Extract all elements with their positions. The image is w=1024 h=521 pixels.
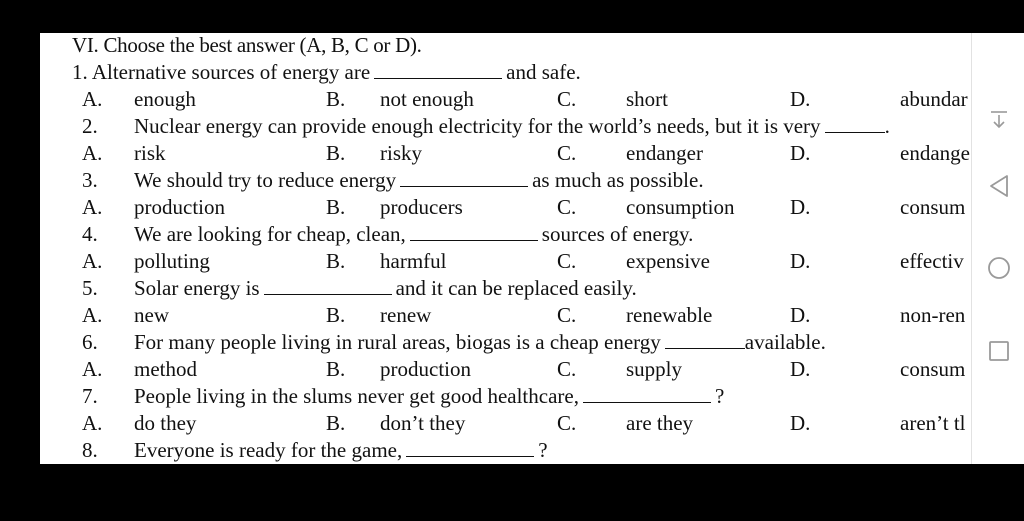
option-letter: A. <box>82 195 103 219</box>
navigation-bar <box>971 33 1024 464</box>
option-text[interactable]: consum <box>900 357 966 381</box>
option-text[interactable]: harmful <box>380 249 447 273</box>
option-letter: C. <box>557 303 577 327</box>
option-text[interactable]: aren’t tl <box>900 411 966 435</box>
question-text <box>134 221 693 248</box>
question-number: 3. <box>82 168 98 192</box>
option-letter: B. <box>326 249 346 273</box>
question-line <box>40 329 971 356</box>
question-number: 5. <box>82 276 98 300</box>
question-number: 2. <box>82 114 98 138</box>
question-stem: People living in the slums never get good healthcare, <box>134 384 579 408</box>
scroll-down-icon[interactable] <box>972 103 1024 135</box>
option-text[interactable]: not enough <box>380 87 474 111</box>
answer-blank <box>406 437 534 457</box>
question-line <box>40 221 971 248</box>
question-stem-end: and safe. <box>506 60 581 84</box>
option-letter: A. <box>82 357 103 381</box>
question-number: 8. <box>82 438 98 462</box>
option-text[interactable]: don’t they <box>380 411 466 435</box>
question-line <box>40 113 971 140</box>
option-text[interactable]: production <box>134 195 225 219</box>
question-stem: Solar energy is <box>134 276 260 300</box>
options-line <box>40 86 971 113</box>
option-letter: B. <box>326 141 346 165</box>
option-text[interactable]: abundar <box>900 87 968 111</box>
back-icon[interactable] <box>972 170 1024 202</box>
section-heading: VI. Choose the best answer (A, B, C or D). <box>72 33 422 57</box>
option-letter: C. <box>557 357 577 381</box>
answer-blank <box>264 275 392 295</box>
question-number: 7. <box>82 384 98 408</box>
question-stem-end: as much as possible. <box>532 168 704 192</box>
option-text[interactable]: consumption <box>626 195 735 219</box>
option-text[interactable]: endange <box>900 141 970 165</box>
option-letter: C. <box>557 195 577 219</box>
question-stem-end: ? <box>538 438 548 462</box>
option-letter: C. <box>557 141 577 165</box>
question-stem: Everyone is ready for the game, <box>134 438 403 462</box>
option-text[interactable]: method <box>134 357 197 381</box>
question-line <box>40 59 971 86</box>
option-letter: D. <box>790 141 811 165</box>
option-text[interactable]: renewable <box>626 303 713 327</box>
question-number: 1. <box>72 60 88 84</box>
answer-blank <box>583 383 711 403</box>
option-letter: C. <box>557 411 577 435</box>
option-letter: A. <box>82 249 103 273</box>
option-text[interactable]: do they <box>134 411 197 435</box>
option-letter: B. <box>326 411 346 435</box>
option-letter: A. <box>82 411 103 435</box>
option-text[interactable]: expensive <box>626 249 710 273</box>
option-text[interactable]: are they <box>626 411 694 435</box>
answer-blank <box>410 221 538 241</box>
option-text[interactable]: renew <box>380 303 432 327</box>
option-letter: D. <box>790 411 811 435</box>
document-page <box>40 33 971 464</box>
option-text[interactable]: enough <box>134 87 196 111</box>
option-text[interactable]: risk <box>134 141 166 165</box>
option-letter: D. <box>790 303 811 327</box>
question-line <box>40 167 971 194</box>
options-line <box>40 410 971 437</box>
option-text[interactable]: production <box>380 357 471 381</box>
question-text <box>134 275 637 302</box>
question-stem-end: ? <box>714 384 725 408</box>
options-line <box>40 140 971 167</box>
question-text <box>134 113 890 140</box>
option-text[interactable]: short <box>626 87 668 111</box>
options-line <box>40 194 971 221</box>
question-stem-end: available. <box>744 330 826 354</box>
question-text <box>134 167 704 194</box>
option-letter: D. <box>790 357 811 381</box>
question-line <box>40 275 971 302</box>
option-text[interactable]: effectiv <box>900 249 964 273</box>
question-stem: We are looking for cheap, clean, <box>134 222 406 246</box>
option-letter: D. <box>790 87 811 111</box>
question-number: 6. <box>82 330 98 354</box>
option-letter: C. <box>557 87 577 111</box>
question-stem: Nuclear energy can provide enough electricity for the world’s needs, but it is very <box>134 114 821 138</box>
option-text[interactable]: endanger <box>626 141 703 165</box>
question-line <box>40 437 971 464</box>
option-text[interactable]: supply <box>626 357 683 381</box>
option-text[interactable]: non-ren <box>900 303 966 327</box>
options-line <box>40 302 971 329</box>
question-text <box>134 383 724 410</box>
question-stem-end: . <box>884 114 890 138</box>
home-icon[interactable] <box>972 252 1024 284</box>
option-text[interactable]: consum <box>900 195 966 219</box>
option-text[interactable]: risky <box>380 141 422 165</box>
question-stem-end: sources of energy. <box>541 222 694 246</box>
answer-blank <box>665 329 745 349</box>
question-stem: Alternative sources of energy are <box>91 60 371 84</box>
options-line <box>40 248 971 275</box>
option-text[interactable]: producers <box>380 195 463 219</box>
question-text <box>72 59 581 86</box>
option-letter: B. <box>326 303 346 327</box>
answer-blank <box>400 167 528 187</box>
option-letter: C. <box>557 249 577 273</box>
option-letter: B. <box>326 195 346 219</box>
option-letter: B. <box>326 357 346 381</box>
recent-apps-icon[interactable] <box>972 335 1024 367</box>
option-letter: A. <box>82 87 103 111</box>
question-number: 4. <box>82 222 98 246</box>
option-letter: A. <box>82 303 103 327</box>
option-text[interactable]: polluting <box>134 249 210 273</box>
question-line <box>40 383 971 410</box>
option-letter: D. <box>790 249 811 273</box>
question-text <box>134 437 548 464</box>
options-line <box>40 356 971 383</box>
question-stem: We should try to reduce energy <box>134 168 397 192</box>
answer-blank <box>825 113 885 133</box>
question-text <box>134 329 826 356</box>
option-letter: D. <box>790 195 811 219</box>
option-letter: B. <box>326 87 346 111</box>
question-stem-end: and it can be replaced easily. <box>395 276 637 300</box>
answer-blank <box>374 59 502 79</box>
question-stem: For many people living in rural areas, biogas is a cheap energy <box>134 330 661 354</box>
option-letter: A. <box>82 141 103 165</box>
option-text[interactable]: new <box>134 303 169 327</box>
